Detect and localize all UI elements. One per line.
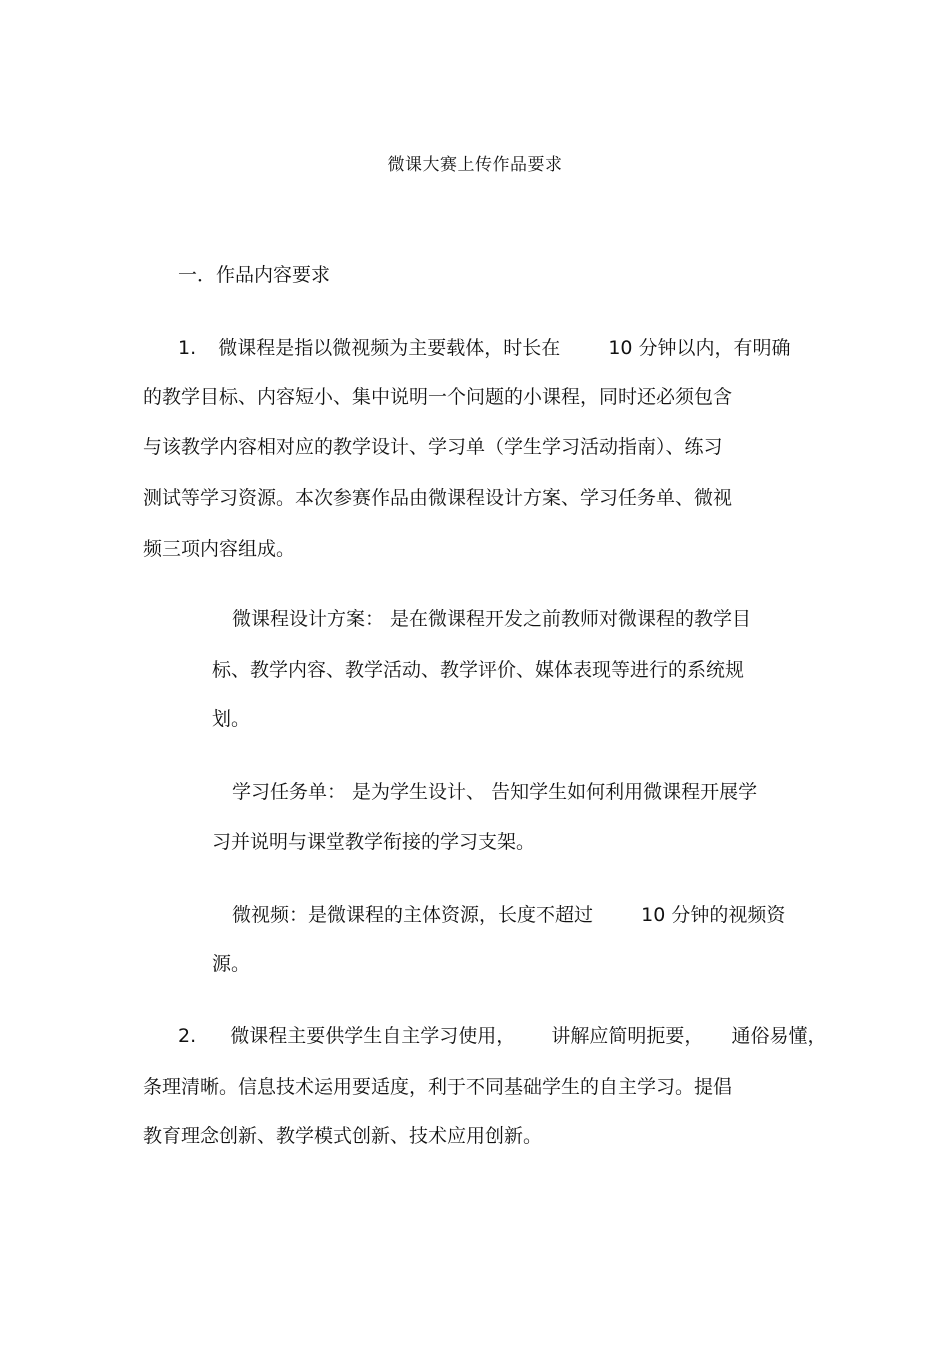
item2-line1 (178, 1023, 826, 1049)
item2-text-c: 通俗易懂， (731, 1025, 827, 1047)
item1-line5: 频三项内容组成。 (143, 538, 296, 560)
item1-line3: 与该教学内容相对应的教学设计、学习单（学生学习活动指南）、练习 (143, 436, 723, 458)
item2-line3: 教育理念创新、教学模式创新、技术应用创新。 (143, 1125, 543, 1147)
item2-text-a: 微课程主要供学生自主学习使用， (230, 1025, 516, 1047)
task-sheet-line1: 学习任务单： 是为学生设计、 告知学生如何利用微课程开展学 (232, 781, 758, 803)
item2-text-b: 讲解应简明扼要， (551, 1025, 704, 1047)
document-title: 微课大赛上传作品要求 (387, 155, 563, 175)
design-plan-line2: 标、教学内容、教学活动、教学评价、媒体表现等进行的系统规 (212, 659, 745, 681)
item2-number: 2. (178, 1025, 197, 1047)
micro-video-line2: 源。 (212, 953, 251, 975)
item1-line2: 的教学目标、内容短小、集中说明一个问题的小课程，同时还必须包含 (143, 386, 733, 408)
task-sheet-line2: 习并说明与课堂教学衔接的学习支架。 (212, 831, 536, 853)
item1-line1 (178, 335, 791, 361)
micro-video-text-b: 10 分钟的视频资 (641, 904, 786, 926)
item1-line4: 测试等学习资源。本次参赛作品由微课程设计方案、学习任务单、微视 (143, 487, 733, 509)
section-heading: 一．作品内容要求 (178, 264, 331, 286)
micro-video-text-a: 微视频：是微课程的主体资源，长度不超过 (232, 904, 594, 926)
item1-text-a: 微课程是指以微视频为主要载体，时长在 (218, 337, 561, 359)
micro-video-line1 (232, 902, 785, 928)
item2-line2: 条理清晰。信息技术运用要适度，利于不同基础学生的自主学习。提倡 (143, 1076, 733, 1098)
design-plan-line3: 划。 (212, 708, 251, 730)
item1-text-b: 10 分钟以内，有明确 (608, 337, 791, 359)
item1-number: 1. (178, 337, 197, 359)
design-plan-line1: 微课程设计方案： 是在微课程开发之前教师对微课程的教学目 (232, 608, 752, 630)
